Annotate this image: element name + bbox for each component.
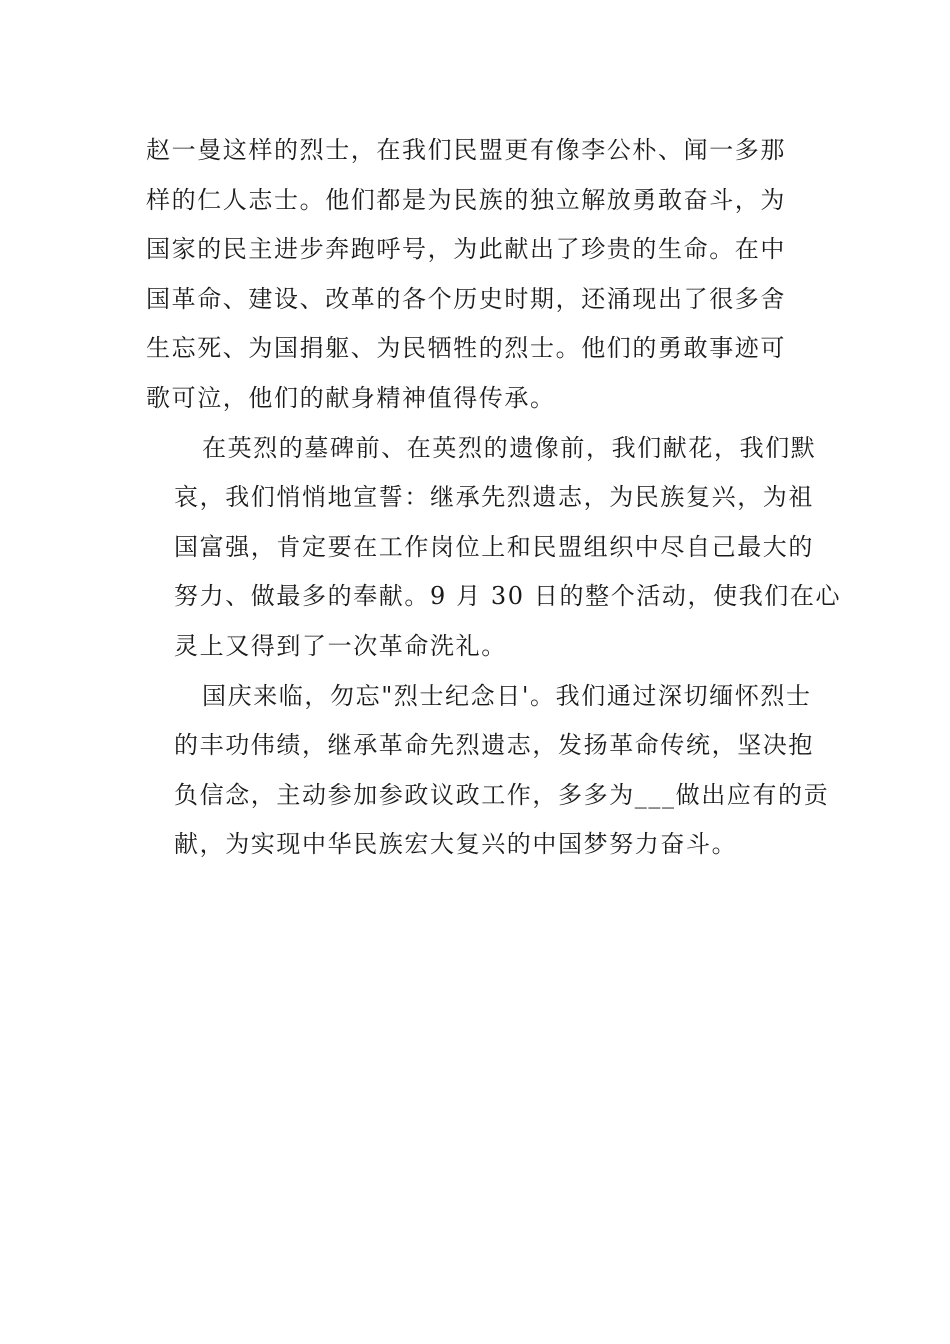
paragraph-1 bbox=[146, 126, 806, 424]
text-line: 哀，我们悄悄地宣誓：继承先烈遗志，为民族复兴，为祖 bbox=[174, 483, 814, 512]
text-line: 歌可泣，他们的献身精神值得传承。 bbox=[146, 383, 556, 412]
text-line: 献，为实现中华民族宏大复兴的中国梦努力奋斗。 bbox=[174, 830, 738, 859]
document-body bbox=[146, 126, 842, 870]
text-line: 国革命、建设、改革的各个历史时期，还涌现出了很多舍 bbox=[146, 284, 786, 313]
paragraph-2 bbox=[146, 424, 842, 672]
text-line: 的丰功伟绩，继承革命先烈遗志，发扬革命传统，坚决抱 bbox=[174, 731, 814, 760]
text-line: 生忘死、为国捐躯、为民牺牲的烈士。他们的勇敢事迹可 bbox=[146, 334, 786, 363]
text-line: 在英烈的墓碑前、在英烈的遗像前，我们献花，我们默 bbox=[202, 433, 817, 462]
text-line: 努力、做最多的奉献。9 月 30 日的整个活动，使我们在心 bbox=[174, 582, 842, 611]
text-line: 赵一曼这样的烈士，在我们民盟更有像李公朴、闻一多那 bbox=[146, 136, 786, 164]
text-line: 样的仁人志士。他们都是为民族的独立解放勇敢奋斗，为 bbox=[146, 185, 786, 214]
text-line: 负信念，主动参加参政议政工作，多多为___做出应有的贡 bbox=[174, 780, 830, 809]
text-line: 国庆来临，勿忘"烈士纪念日'。我们通过深切缅怀烈士 bbox=[202, 681, 812, 710]
text-line: 国富强，肯定要在工作岗位上和民盟组织中尽自己最大的 bbox=[174, 532, 814, 561]
text-line: 灵上又得到了一次革命洗礼。 bbox=[174, 631, 507, 660]
text-line: 国家的民主进步奔跑呼号，为此献出了珍贵的生命。在中 bbox=[146, 235, 786, 264]
paragraph-3 bbox=[146, 672, 830, 870]
